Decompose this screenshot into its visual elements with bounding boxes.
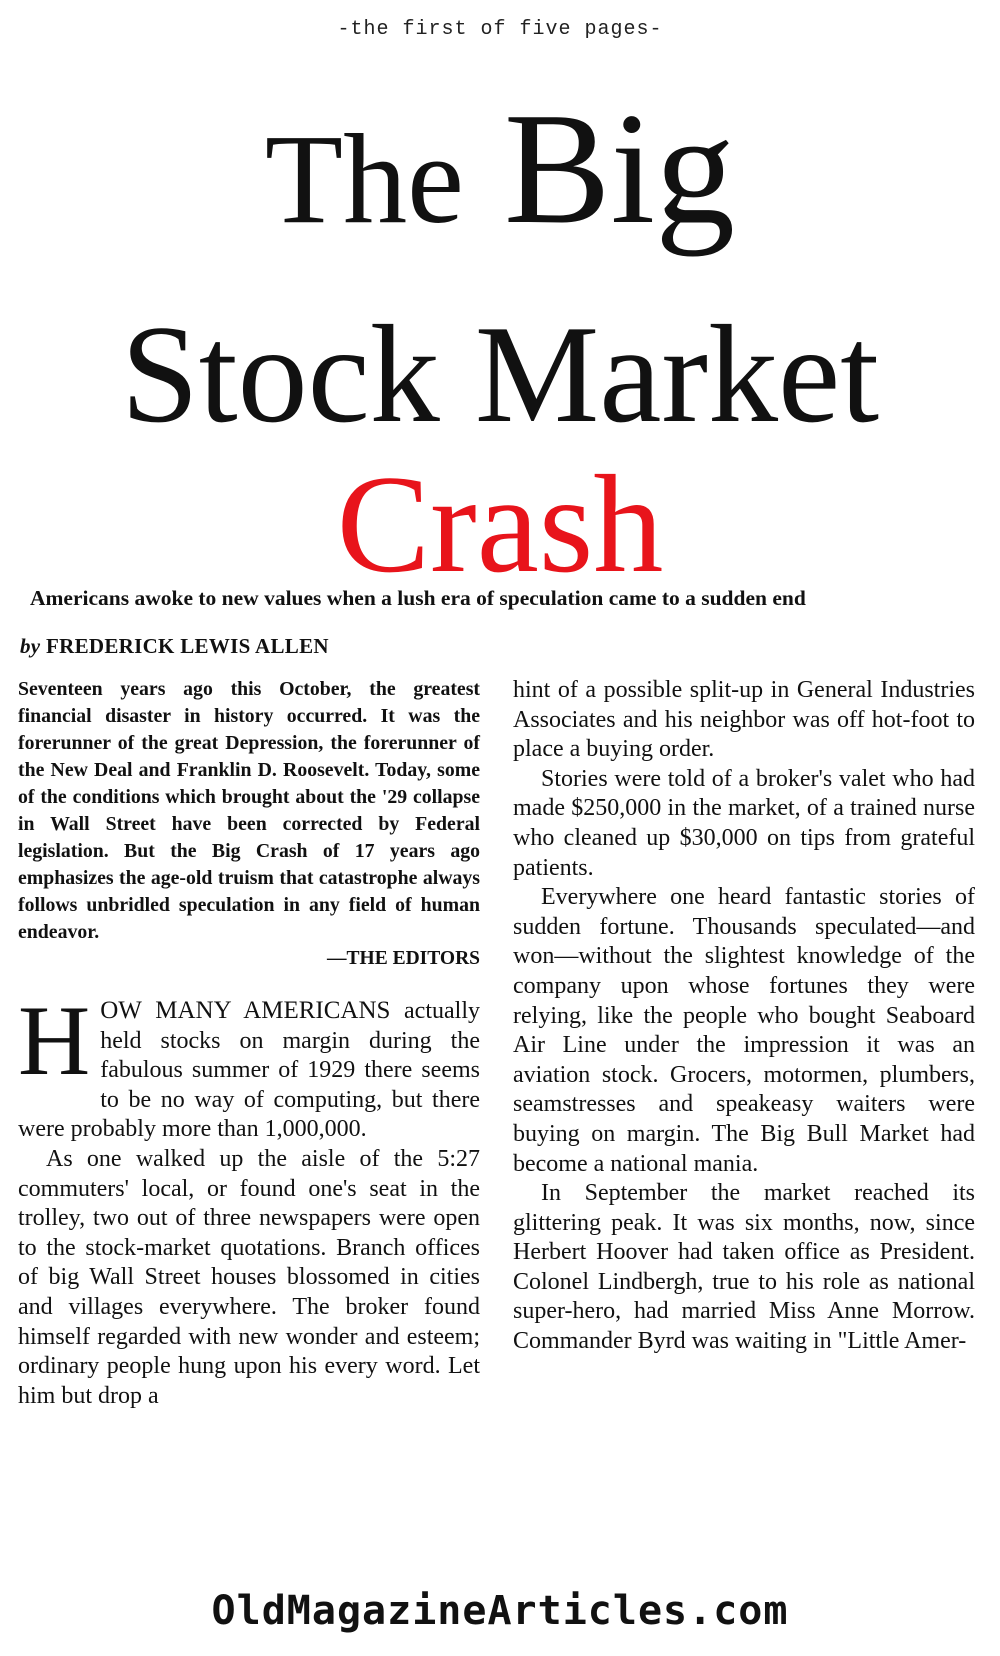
paragraph-4: Everywhere one heard fantastic stories of sudden fortune. Thousands speculated—and won—without the slightest knowledge of the company upon whose fortunes they were relying, like the people who bought Seaboard Air Line under the impression it was an aviation stock. Grocers, motormen, plumbers, seamstresses and speakeasy waiters were buying on margin. The Big Bull Market had become a national mania. — [513, 884, 975, 1177]
paragraph-3: Stories were told of a broker's valet who had made $250,000 in the market, of a trained nurse who cleaned up $30,000 on tips from grateful patients. — [513, 765, 975, 881]
editors-signature: —THE EDITORS — [327, 948, 480, 969]
headline-word-the: The — [264, 108, 464, 250]
headline-line-1 — [0, 79, 1000, 257]
paragraph-1-text: actually held stocks on margin during the fabulous summer of 1929 there seems to be no way of computing, but there were probably more than 1,000,000. — [18, 998, 480, 1143]
column-right — [513, 676, 975, 1357]
byline-author: FREDERICK LEWIS ALLEN — [45, 634, 329, 658]
paragraph-1 — [18, 985, 480, 1145]
headline-line-3: Crash — [336, 447, 664, 602]
paragraph-5: In September the market reached its glittering peak. It was six months, now, since Herbert Hoover had taken office as President. Colonel Lindbergh, true to his role as national super-hero, had married Miss Anne Morrow. Commander Byrd was waiting in "Little Amer- — [513, 1180, 975, 1355]
article-subtitle: Americans awoke to new values when a lush era of speculation came to a sudden end — [30, 586, 806, 610]
headline-word-big: Big — [503, 79, 736, 257]
paragraph-2-continued: hint of a possible split-up in General Industries Associates and his neighbor was off hot-foot to place a buying order. — [513, 677, 975, 763]
column-left — [18, 676, 480, 1411]
editors-intro: Seventeen years ago this October, the greatest financial disaster in history occurred. It was the forerunner of the great Depression, the forerunner of the New Deal and Franklin D. Roosevelt. Today, some of the conditions which brought about the '29 collapse in Wall Street have been corrected by Federal legislation. But the Big Crash of 17 years ago emphasizes the age-old truism that catastrophe always follows unbridled speculation in any field of human endeavor. — [18, 678, 480, 943]
site-watermark: OldMagazineArticles.com — [211, 1588, 789, 1634]
lead-in-smallcaps: OW MANY AMERICANS — [100, 997, 391, 1024]
paragraph-2: As one walked up the aisle of the 5:27 commuters' local, or found one's seat in the trolley, two out of three newspapers were open to the stock-market quotations. Branch offices of big Wall Street houses blossomed in cities and villages everywhere. The broker found himself regarded with new wonder and esteem; ordinary people hung upon his every word. Let him but drop a — [18, 1145, 480, 1409]
page-note: -the first of five pages- — [337, 18, 663, 41]
headline-line-2: Stock Market — [120, 297, 880, 452]
byline — [20, 634, 329, 659]
article-body-start — [18, 985, 480, 1411]
drop-cap: H — [18, 985, 91, 1096]
byline-by: by — [20, 634, 41, 658]
